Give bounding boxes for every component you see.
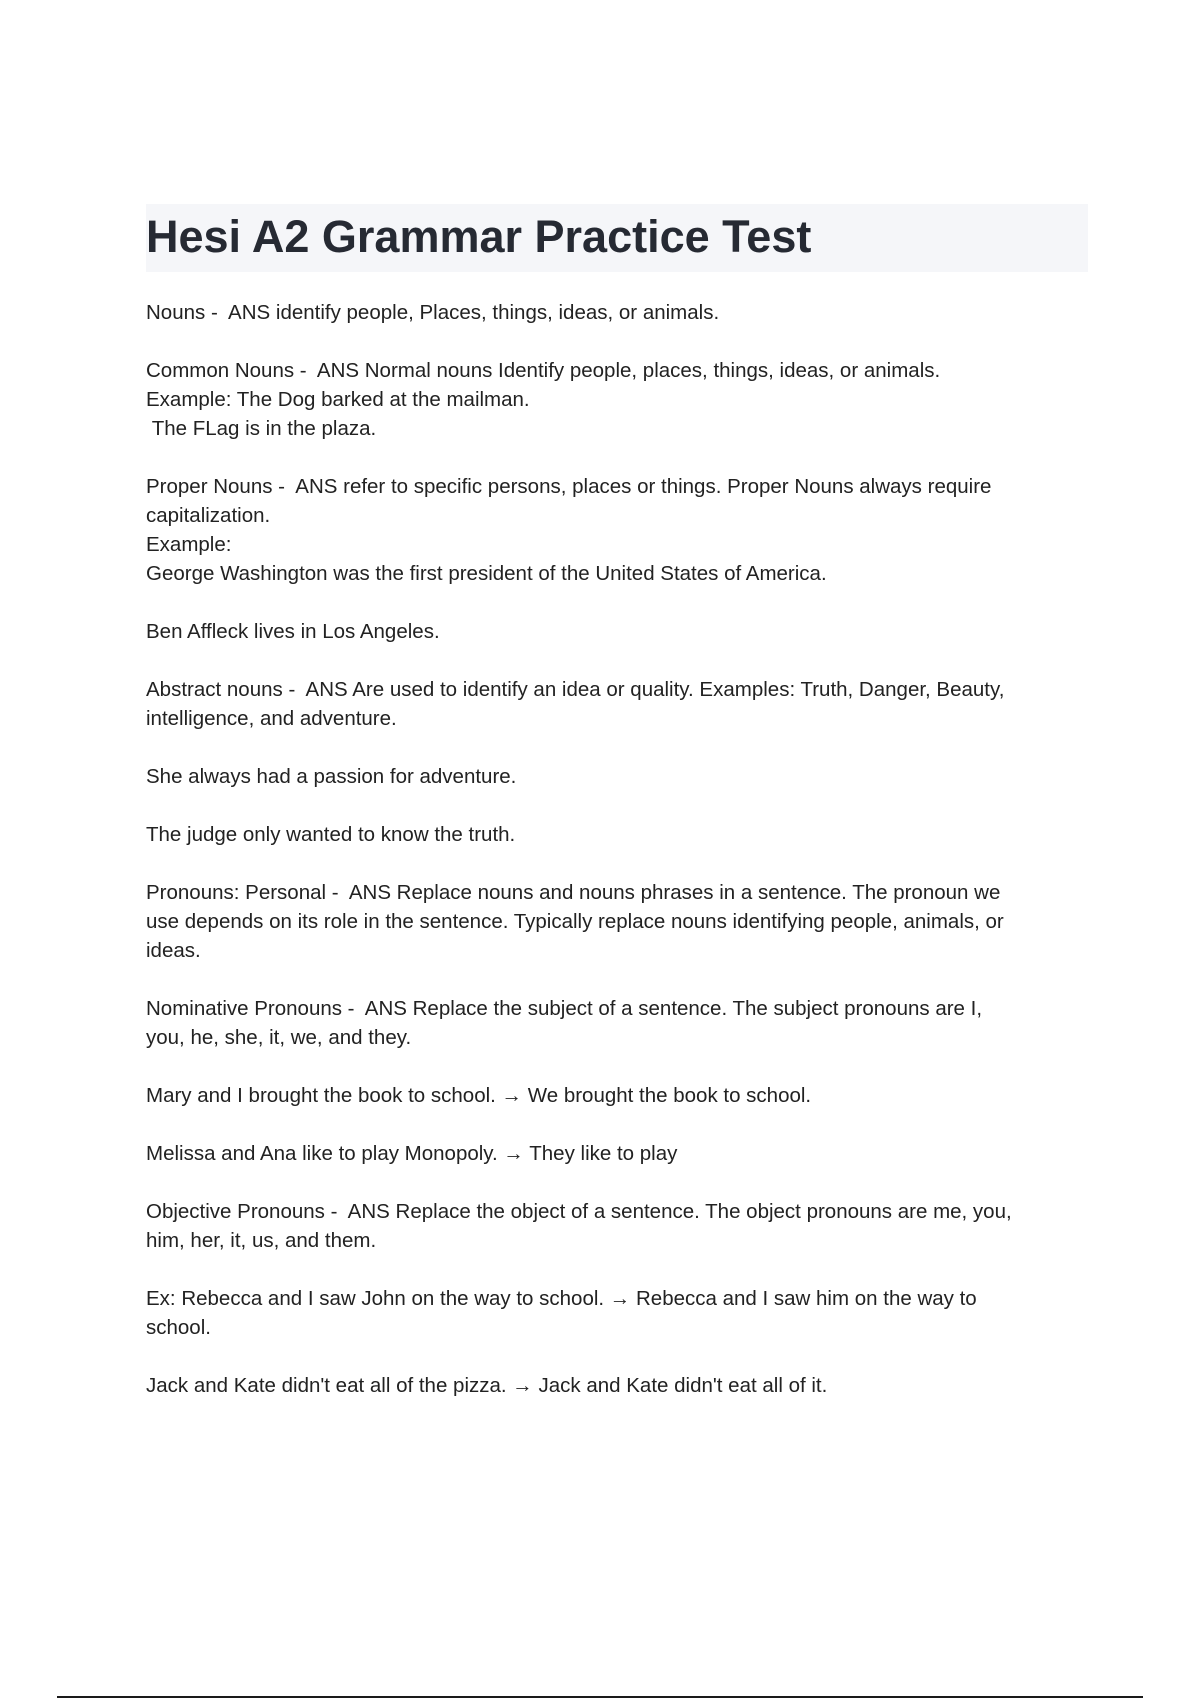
text-line: Ben Affleck lives in Los Angeles. (146, 620, 440, 643)
text-line: Abstract nouns - ANS Are used to identify an idea or quality. Examples: Truth, Danger, Beauty, (146, 678, 1005, 701)
paragraph-block (146, 878, 1091, 965)
text-line: Pronouns: Personal - ANS Replace nouns and nouns phrases in a sentence. The pronoun we (146, 881, 1001, 904)
paragraph-block (146, 675, 1091, 733)
text-line: The FLag is in the plaza. (146, 417, 377, 440)
paragraph-block (146, 1139, 1091, 1168)
paragraph-block (146, 356, 1091, 443)
text-line: Nominative Pronouns - ANS Replace the subject of a sentence. The subject pronouns are I, (146, 997, 983, 1020)
paragraph-block (146, 298, 1091, 327)
text-line: Proper Nouns - ANS refer to specific persons, places or things. Proper Nouns always require (146, 475, 992, 498)
text-line: ideas. (146, 939, 201, 962)
text-line: intelligence, and adventure. (146, 707, 397, 730)
text-line: Objective Pronouns - ANS Replace the object of a sentence. The object pronouns are me, you, (146, 1200, 1012, 1223)
text-line: She always had a passion for adventure. (146, 765, 517, 788)
page-title: Hesi A2 Grammar Practice Test (146, 211, 812, 262)
text-line: Common Nouns - ANS Normal nouns Identify people, places, things, ideas, or animals. (146, 359, 941, 382)
text-line: you, he, she, it, we, and they. (146, 1026, 412, 1049)
text-line: Example: The Dog barked at the mailman. (146, 388, 530, 411)
text-line: George Washington was the first president of the United States of America. (146, 562, 827, 585)
text-line: Jack and Kate didn't eat all of the pizza. → Jack and Kate didn't eat all of it. (146, 1374, 828, 1397)
paragraph-block (146, 1371, 1091, 1400)
paragraph-block (146, 1284, 1091, 1342)
text-line: him, her, it, us, and them. (146, 1229, 377, 1252)
text-line: Ex: Rebecca and I saw John on the way to school. → Rebecca and I saw him on the way to (146, 1287, 977, 1310)
text-line: Mary and I brought the book to school. → We brought the book to school. (146, 1084, 812, 1107)
text-line: capitalization. (146, 504, 271, 527)
text-line: use depends on its role in the sentence. Typically replace nouns identifying people, animals, or (146, 910, 1004, 933)
text-line: Melissa and Ana like to play Monopoly. → They like to play (146, 1142, 678, 1165)
text-line: Example: (146, 533, 232, 556)
document-body (146, 298, 1091, 1429)
paragraph-block (146, 1197, 1091, 1255)
paragraph-block (146, 1081, 1091, 1110)
paragraph-block (146, 617, 1091, 646)
paragraph-block (146, 762, 1091, 791)
paragraph-block (146, 994, 1091, 1052)
paragraph-block (146, 820, 1091, 849)
title-band (146, 204, 1088, 272)
paragraph-block (146, 472, 1091, 588)
footer-divider (57, 1696, 1143, 1698)
text-line: school. (146, 1316, 211, 1339)
text-line: The judge only wanted to know the truth. (146, 823, 516, 846)
text-line: Nouns - ANS identify people, Places, things, ideas, or animals. (146, 301, 720, 324)
